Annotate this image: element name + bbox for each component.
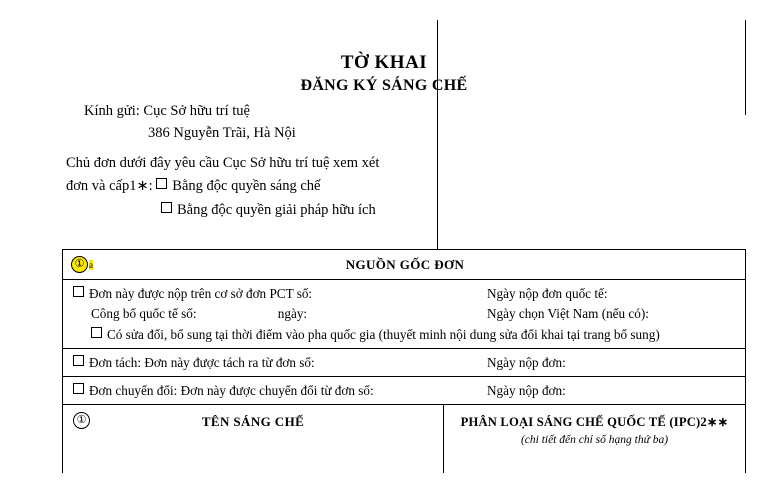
intl-publication-date-label: ngày: (277, 306, 308, 322)
ipc-label: PHÂN LOẠI SÁNG CHẾ QUỐC TẾ (IPC)2∗∗ (460, 415, 729, 430)
request-block (66, 152, 379, 222)
form-table (62, 249, 746, 473)
converted-date-cell: Ngày nộp đơn: (487, 382, 566, 398)
converted-cell (63, 383, 481, 399)
converted-label: Đơn chuyển đổi: Đơn này được chuyển đổi từ đơn số: (89, 382, 374, 398)
checkbox-patent[interactable] (156, 178, 167, 189)
ipc-cell (444, 405, 745, 473)
circled-number-icon: ① (71, 256, 88, 273)
ipc-note: (chi tiết đến chỉ số hạng thứ ba) (520, 434, 669, 447)
divisional-label: Đơn tách: Đơn này được tách ra từ đơn số: (89, 354, 315, 370)
request-line-2 (66, 175, 379, 198)
pct-row-2 (63, 304, 745, 324)
divisional-row (63, 349, 745, 377)
pct-number-label: Đơn này được nộp trên cơ sở đơn PCT số: (89, 286, 313, 301)
divisional-cell (63, 355, 481, 371)
addressee-street: 386 Nguyễn Trãi, Hà Nội (148, 125, 296, 142)
origin-section-title: NGUỒN GỐC ĐƠN (345, 256, 465, 272)
origin-marker-cell (63, 256, 105, 273)
addressee-line (84, 100, 296, 122)
pct-block (63, 280, 745, 349)
checkbox-amendment[interactable] (91, 327, 102, 338)
pct-row-3 (63, 325, 745, 345)
amendment-note: Có sửa đổi, bổ sung tại thời điểm vào pha quốc gia (thuyết minh nội dung sửa đổi khai tại trang bổ sung) (107, 326, 660, 342)
option-utility-label: Bằng độc quyền giải pháp hữu ích (177, 201, 376, 218)
converted-row (63, 377, 745, 405)
marker-superscript: a (89, 259, 93, 270)
invention-ipc-row (63, 405, 745, 473)
intl-filing-date-cell: Ngày nộp đơn quốc tế: (487, 286, 608, 301)
request-line-3 (161, 199, 379, 222)
option-patent-label: Bằng độc quyền sáng chế (172, 178, 321, 195)
page-subtitle: ĐĂNG KÝ SÁNG CHẾ (300, 76, 468, 94)
checkbox-pct[interactable] (73, 286, 84, 297)
title-block (0, 52, 768, 97)
request-line-2-label: đơn và cấp1∗: (66, 178, 153, 195)
circled-number-icon-2: ① (73, 412, 90, 429)
request-line-1: Chủ đơn dưới đây yêu cầu Cục Sở hữu trí tuệ xem xét (66, 155, 380, 171)
page-title: TỜ KHAI (340, 52, 428, 73)
origin-section-header (63, 250, 745, 280)
intl-publication-label: Công bố quốc tế số: (91, 306, 197, 322)
checkbox-utility-solution[interactable] (161, 202, 172, 213)
addressee-name: Cục Sở hữu trí tuệ (143, 103, 250, 119)
addressee-label: Kính gửi: (84, 103, 140, 119)
vietnam-date-cell: Ngày chọn Việt Nam (nếu có): (487, 306, 649, 322)
divisional-date-cell: Ngày nộp đơn: (487, 354, 566, 370)
invention-title-label: TÊN SÁNG CHẾ (201, 414, 305, 430)
checkbox-divisional[interactable] (73, 355, 84, 366)
intl-publication-cell (63, 304, 481, 324)
checkbox-converted[interactable] (73, 383, 84, 394)
pct-row-1 (63, 284, 745, 304)
addressee-block (84, 100, 296, 145)
pct-number-cell (63, 284, 481, 304)
invention-title-cell (63, 405, 444, 473)
